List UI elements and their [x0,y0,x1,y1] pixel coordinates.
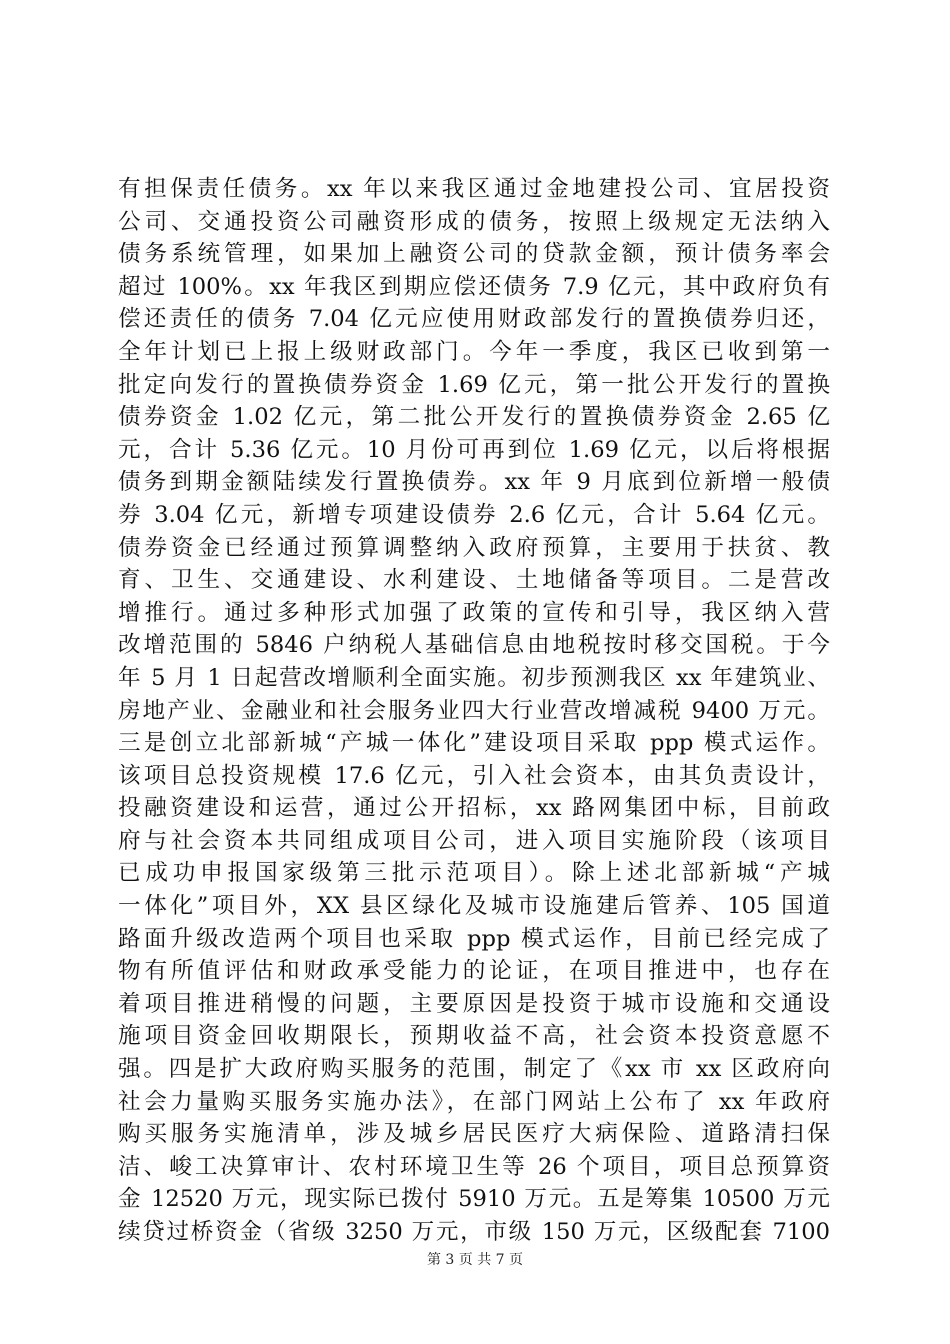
text-line: 债券资金已经通过预算调整纳入政府预算，主要用于扶贫、教 [118,534,830,561]
text-line: 强。四是扩大政府购买服务的范围，制定了《xx 市 xx 区政府向 [118,1056,830,1083]
text-line: 物有所值评估和财政承受能力的论证，在项目推进中，也存在 [118,958,830,985]
text-line: 房地产业、金融业和社会服务业四大行业营改增减税 9400 万元。 [118,697,830,724]
text-line: 有担保责任债务。xx 年以来我区通过金地建投公司、宜居投资 [118,176,830,202]
text-line: 超过 100%。xx 年我区到期应偿还债务 7.9 亿元，其中政府负有 [118,273,830,300]
text-line: 续贷过桥资金（省级 3250 万元，市级 150 万元，区级配套 7100 [118,1219,830,1245]
text-line: 券 3.04 亿元，新增专项建设债券 2.6 亿元，合计 5.64 亿元。 [118,501,830,528]
text-line: 债务到期金额陆续发行置换债券。xx 年 9 月底到位新增一般债 [118,469,830,496]
page-number-label: 第 3 页 共 7 页 [426,1252,524,1268]
text-line: 债券资金 1.02 亿元，第二批公开发行的置换债券资金 2.65 亿 [118,404,830,431]
text-line: 公司、交通投资公司融资形成的债务，按照上级规定无法纳入 [118,208,830,235]
text-line: 购买服务实施清单，涉及城乡居民医疗大病保险、道路清扫保 [118,1121,830,1148]
text-line: 已成功申报国家级第三批示范项目）。除上述北部新城“产城 [118,860,830,887]
page-footer [0,1250,950,1270]
text-line: 投融资建设和运营，通过公开招标，xx 路网集团中标，目前政 [118,795,830,822]
document-body [118,173,830,1249]
text-line: 该项目总投资规模 17.6 亿元，引入社会资本，由其负责设计， [118,762,830,789]
text-line: 一体化”项目外，XX 县区绿化及城市设施建后管养、105 国道 [118,893,830,920]
text-line: 路面升级改造两个项目也采取 ppp 模式运作，目前已经完成了 [118,925,830,952]
text-line: 社会力量购买服务实施办法》，在部门网站上公布了 xx 年政府 [118,1088,830,1115]
text-line: 着项目推进稍慢的问题，主要原因是投资于城市设施和交通设 [118,990,830,1017]
text-line: 全年计划已上报上级财政部门。今年一季度，我区已收到第一 [118,338,830,365]
text-line: 改增范围的 5846 户纳税人基础信息由地税按时移交国税。于今 [118,632,830,659]
text-line: 增推行。通过多种形式加强了政策的宣传和引导，我区纳入营 [118,599,830,626]
text-line: 元，合计 5.36 亿元。10 月份可再到位 1.69 亿元，以后将根据 [118,436,830,463]
text-line: 府与社会资本共同组成项目公司，进入项目实施阶段（该项目 [118,827,830,854]
text-line: 施项目资金回收期限长，预期收益不高，社会资本投资意愿不 [118,1023,830,1050]
text-line: 债务系统管理，如果加上融资公司的贷款金额，预计债务率会 [118,241,830,268]
text-line: 洁、峻工决算审计、农村环境卫生等 26 个项目，项目总预算资 [118,1153,830,1180]
text-line: 年 5 月 1 日起营改增顺利全面实施。初步预测我区 xx 年建筑业、 [118,664,830,691]
text-line: 育、卫生、交通建设、水利建设、土地储备等项目。二是营改 [118,567,830,594]
text-line: 偿还责任的债务 7.04 亿元应使用财政部发行的置换债券归还， [118,306,830,333]
text-line: 三是创立北部新城“产城一体化”建设项目采取 ppp 模式运作。 [118,730,830,757]
text-line: 金 12520 万元，现实际已拨付 5910 万元。五是筹集 10500 万元 [118,1186,830,1213]
text-line: 批定向发行的置换债券资金 1.69 亿元，第一批公开发行的置换 [118,371,830,398]
